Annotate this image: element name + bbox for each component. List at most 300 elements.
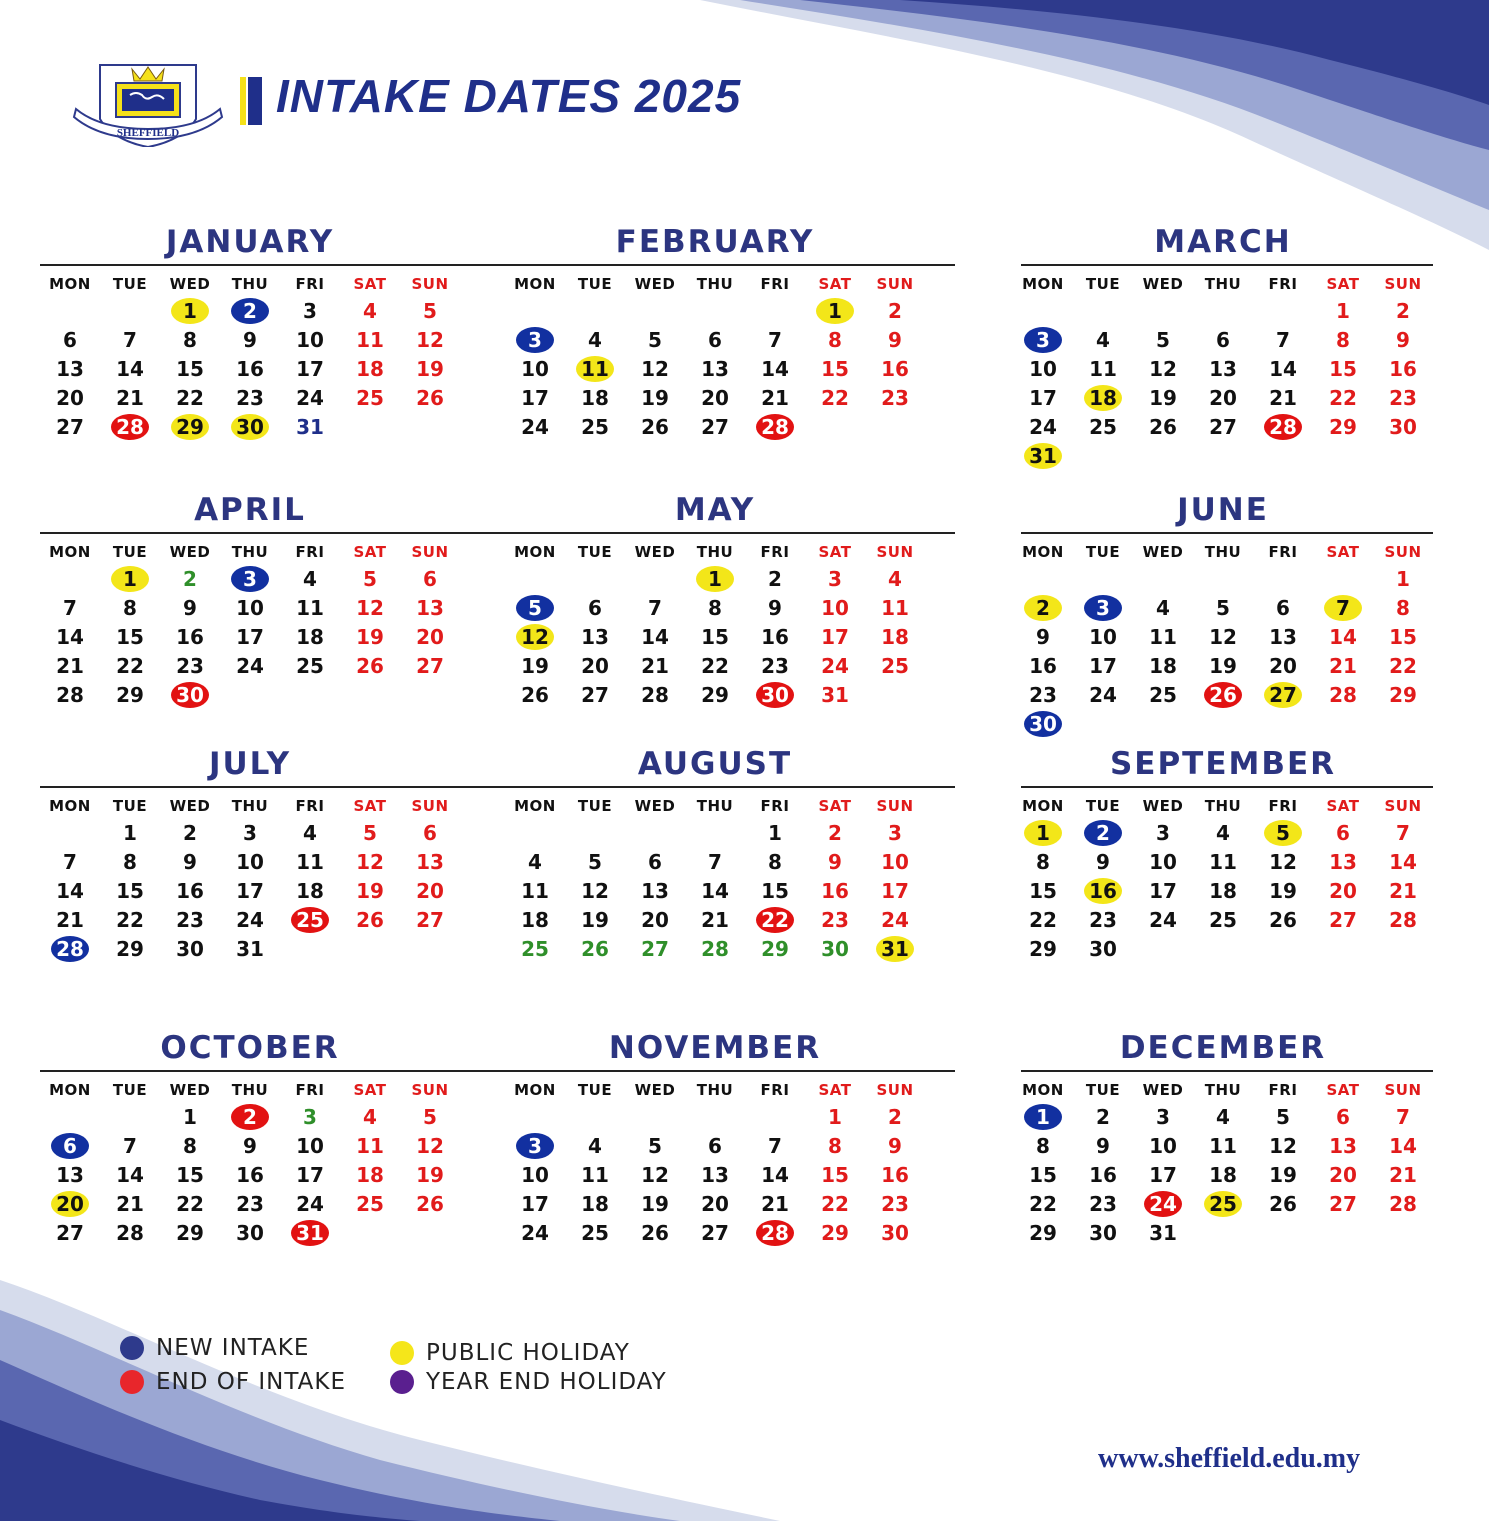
day-cell — [805, 1131, 865, 1160]
day-cell — [220, 876, 280, 905]
weekday-header: TUE — [577, 797, 613, 815]
day-cell — [1253, 1189, 1313, 1218]
weekday-header: SAT — [1326, 1081, 1360, 1099]
day-cell — [745, 1131, 805, 1160]
day-number-eoi: 25 — [291, 907, 329, 933]
day-number-ph: 31 — [1024, 443, 1062, 469]
day-number-ni: 2 — [1084, 820, 1122, 846]
day-cell — [100, 905, 160, 934]
day-number: 14 — [761, 356, 789, 381]
day-number-ni: 3 — [231, 566, 269, 592]
legend-label: END OF INTAKE — [156, 1369, 347, 1395]
empty-day-cell — [1193, 564, 1253, 593]
month-grid — [1013, 1078, 1433, 1247]
weekday-header: MON — [49, 1081, 91, 1099]
day-cell — [280, 325, 340, 354]
day-number-ph: 2 — [1024, 595, 1062, 621]
day-cell — [400, 622, 460, 651]
day-cell — [160, 1189, 220, 1218]
day-cell — [280, 905, 340, 934]
day-number: 21 — [56, 907, 84, 932]
day-cell — [625, 1160, 685, 1189]
day-number: 22 — [116, 907, 144, 932]
day-number: 14 — [1329, 624, 1357, 649]
day-cell — [1013, 818, 1073, 847]
day-cell — [1073, 412, 1133, 441]
day-cell — [805, 1102, 865, 1131]
day-cell — [1373, 325, 1433, 354]
day-cell — [805, 296, 865, 325]
day-cell — [565, 383, 625, 412]
day-cell — [565, 651, 625, 680]
day-number: 7 — [648, 595, 662, 620]
website-link[interactable]: www.sheffield.edu.my — [1098, 1443, 1361, 1474]
day-number: 9 — [768, 595, 782, 620]
day-number: 2 — [183, 820, 197, 845]
day-number: 27 — [701, 414, 729, 439]
day-number: 26 — [356, 653, 384, 678]
day-number: 27 — [1329, 1191, 1357, 1216]
weekday-header: SAT — [1326, 543, 1360, 561]
day-cell — [100, 818, 160, 847]
day-cell — [745, 905, 805, 934]
day-cell — [220, 296, 280, 325]
day-number-ph: 1 — [1024, 820, 1062, 846]
day-cell — [40, 1160, 100, 1189]
day-number: 19 — [1149, 385, 1177, 410]
day-number: 14 — [641, 624, 669, 649]
weekday-header: SUN — [411, 543, 449, 561]
day-number: 7 — [768, 1133, 782, 1158]
day-cell — [1193, 680, 1253, 709]
day-cell — [865, 1160, 925, 1189]
day-number: 24 — [821, 653, 849, 678]
day-number-ph: 1 — [111, 566, 149, 592]
day-cell — [160, 383, 220, 412]
day-number: 26 — [641, 414, 669, 439]
month-october — [40, 1028, 460, 1245]
day-cell — [505, 1160, 565, 1189]
day-cell — [1013, 680, 1073, 709]
weekday-header: FRI — [1268, 543, 1298, 561]
day-number: 4 — [363, 1104, 377, 1129]
day-cell — [805, 593, 865, 622]
day-number: 14 — [56, 878, 84, 903]
day-cell — [1193, 593, 1253, 622]
weekday-header: TUE — [112, 1081, 148, 1099]
day-number: 26 — [416, 385, 444, 410]
day-number: 26 — [581, 936, 609, 961]
weekday-header: THU — [696, 543, 734, 561]
month-name: SEPTEMBER — [1109, 746, 1337, 782]
day-cell — [745, 651, 805, 680]
day-cell — [100, 1189, 160, 1218]
empty-day-cell — [1253, 564, 1313, 593]
day-number: 27 — [416, 653, 444, 678]
day-number: 13 — [416, 595, 444, 620]
day-cell — [340, 354, 400, 383]
day-number: 20 — [581, 653, 609, 678]
day-cell — [40, 876, 100, 905]
day-number: 1 — [183, 1104, 197, 1129]
day-cell — [1013, 325, 1073, 354]
weekday-header: TUE — [1085, 797, 1121, 815]
weekday-header: TUE — [1085, 275, 1121, 293]
day-cell — [1193, 876, 1253, 905]
weekday-header: TUE — [112, 797, 148, 815]
day-number: 11 — [356, 327, 384, 352]
day-number: 18 — [296, 878, 324, 903]
day-cell — [805, 847, 865, 876]
day-number: 24 — [236, 653, 264, 678]
day-cell — [505, 1218, 565, 1247]
day-number: 6 — [708, 327, 722, 352]
day-number-ph: 25 — [1204, 1191, 1242, 1217]
day-cell — [1073, 383, 1133, 412]
day-number: 30 — [176, 936, 204, 961]
day-cell — [625, 622, 685, 651]
empty-day-cell — [40, 818, 100, 847]
day-number: 4 — [1096, 327, 1110, 352]
weekday-header: THU — [231, 797, 269, 815]
day-cell — [565, 325, 625, 354]
empty-day-cell — [745, 296, 805, 325]
day-cell — [340, 818, 400, 847]
weekday-header: THU — [231, 1081, 269, 1099]
day-number: 17 — [521, 1191, 549, 1216]
day-number: 22 — [701, 653, 729, 678]
day-cell — [745, 383, 805, 412]
day-number-ni: 6 — [51, 1133, 89, 1159]
day-number: 8 — [708, 595, 722, 620]
day-number: 30 — [881, 1220, 909, 1245]
day-cell — [865, 934, 925, 963]
day-number: 12 — [416, 1133, 444, 1158]
day-cell — [565, 847, 625, 876]
day-cell — [565, 1131, 625, 1160]
day-cell — [160, 325, 220, 354]
month-april — [40, 490, 460, 707]
day-cell — [685, 876, 745, 905]
day-number: 10 — [821, 595, 849, 620]
day-number: 23 — [821, 907, 849, 932]
day-cell — [1133, 622, 1193, 651]
weekday-header: THU — [231, 543, 269, 561]
day-cell — [745, 412, 805, 441]
day-number: 16 — [881, 356, 909, 381]
day-cell — [805, 680, 865, 709]
weekday-header: THU — [1204, 275, 1242, 293]
day-cell — [1373, 622, 1433, 651]
day-cell — [1133, 1160, 1193, 1189]
empty-day-cell — [1253, 296, 1313, 325]
day-number: 6 — [1336, 1104, 1350, 1129]
empty-day-cell — [565, 1102, 625, 1131]
day-number: 15 — [1389, 624, 1417, 649]
year-end-holiday-dot-icon — [390, 1370, 414, 1394]
day-number: 4 — [363, 298, 377, 323]
day-cell — [565, 622, 625, 651]
day-cell — [865, 1131, 925, 1160]
day-number: 8 — [183, 327, 197, 352]
empty-day-cell — [1133, 564, 1193, 593]
day-cell — [745, 847, 805, 876]
day-number: 25 — [881, 653, 909, 678]
day-number: 29 — [1029, 936, 1057, 961]
day-cell — [400, 593, 460, 622]
day-cell — [505, 905, 565, 934]
day-number: 8 — [1036, 849, 1050, 874]
day-cell — [400, 383, 460, 412]
day-number-ni: 3 — [516, 327, 554, 353]
day-cell — [1013, 622, 1073, 651]
day-number: 23 — [881, 1191, 909, 1216]
day-number-ni: 2 — [231, 298, 269, 324]
day-number: 17 — [296, 1162, 324, 1187]
day-number: 10 — [236, 595, 264, 620]
day-number: 6 — [63, 327, 77, 352]
day-number: 18 — [1209, 878, 1237, 903]
day-number: 19 — [521, 653, 549, 678]
day-number: 15 — [116, 624, 144, 649]
day-number: 24 — [521, 414, 549, 439]
day-cell — [505, 354, 565, 383]
day-cell — [1013, 876, 1073, 905]
day-cell — [160, 1218, 220, 1247]
month-name: NOVEMBER — [608, 1030, 822, 1066]
day-cell — [745, 564, 805, 593]
day-number: 25 — [581, 414, 609, 439]
day-number: 13 — [56, 356, 84, 381]
day-number: 16 — [821, 878, 849, 903]
day-number: 24 — [1149, 907, 1177, 932]
day-number: 4 — [1216, 1104, 1230, 1129]
empty-day-cell — [625, 1102, 685, 1131]
day-cell — [400, 651, 460, 680]
day-number: 1 — [123, 820, 137, 845]
weekday-header: FRI — [1268, 275, 1298, 293]
day-cell — [100, 593, 160, 622]
day-cell — [160, 847, 220, 876]
weekday-header: WED — [1142, 797, 1184, 815]
day-number: 9 — [183, 849, 197, 874]
empty-day-cell — [40, 564, 100, 593]
day-cell — [1253, 383, 1313, 412]
day-cell — [805, 325, 865, 354]
day-cell — [220, 1102, 280, 1131]
day-cell — [40, 383, 100, 412]
weekday-header: SUN — [1384, 275, 1422, 293]
day-number-eoi: 26 — [1204, 682, 1242, 708]
day-number: 8 — [123, 595, 137, 620]
day-number: 24 — [881, 907, 909, 932]
day-cell — [1013, 412, 1073, 441]
day-cell — [160, 818, 220, 847]
empty-day-cell — [505, 818, 565, 847]
day-cell — [745, 876, 805, 905]
day-cell — [685, 564, 745, 593]
day-cell — [160, 1131, 220, 1160]
day-number: 25 — [296, 653, 324, 678]
legend-item-year-end-holiday — [390, 1369, 667, 1395]
day-cell — [1313, 325, 1373, 354]
day-cell — [505, 847, 565, 876]
weekday-header: MON — [49, 275, 91, 293]
day-cell — [625, 1131, 685, 1160]
day-number: 15 — [1029, 878, 1057, 903]
day-number: 14 — [116, 1162, 144, 1187]
day-cell — [865, 1189, 925, 1218]
weekday-header: MON — [514, 543, 556, 561]
day-number: 16 — [1389, 356, 1417, 381]
day-number-ph: 18 — [1084, 385, 1122, 411]
day-cell — [40, 680, 100, 709]
day-number: 17 — [1089, 653, 1117, 678]
day-number-ni: 1 — [1024, 1104, 1062, 1130]
day-cell — [1313, 1102, 1373, 1131]
empty-day-cell — [625, 818, 685, 847]
day-cell — [340, 905, 400, 934]
legend-label: PUBLIC HOLIDAY — [426, 1340, 630, 1366]
day-number-eoi: 28 — [111, 414, 149, 440]
day-number: 17 — [881, 878, 909, 903]
day-cell — [1073, 680, 1133, 709]
weekday-header: TUE — [1085, 543, 1121, 561]
day-cell — [1253, 593, 1313, 622]
day-number: 25 — [581, 1220, 609, 1245]
day-cell — [280, 296, 340, 325]
month-june — [1013, 490, 1433, 736]
day-number: 22 — [1329, 385, 1357, 410]
day-number: 25 — [1089, 414, 1117, 439]
day-cell — [160, 296, 220, 325]
day-number: 19 — [356, 624, 384, 649]
day-number: 31 — [1149, 1220, 1177, 1245]
day-number: 28 — [116, 1220, 144, 1245]
day-number: 16 — [176, 624, 204, 649]
day-cell — [280, 876, 340, 905]
day-number: 26 — [1269, 907, 1297, 932]
day-number: 4 — [888, 566, 902, 591]
day-number: 17 — [521, 385, 549, 410]
weekday-header: WED — [1142, 543, 1184, 561]
day-number-eoi: 24 — [1144, 1191, 1182, 1217]
day-number: 26 — [1269, 1191, 1297, 1216]
month-grid — [1013, 794, 1433, 963]
day-number: 21 — [701, 907, 729, 932]
day-cell — [220, 651, 280, 680]
day-number: 10 — [236, 849, 264, 874]
day-number: 19 — [1269, 1162, 1297, 1187]
day-cell — [340, 296, 400, 325]
day-number: 14 — [1269, 356, 1297, 381]
weekday-header: SUN — [411, 275, 449, 293]
day-cell — [1133, 1131, 1193, 1160]
day-number-ni: 28 — [51, 936, 89, 962]
day-cell — [160, 934, 220, 963]
day-cell — [100, 622, 160, 651]
day-number: 21 — [1329, 653, 1357, 678]
weekday-header: SAT — [818, 275, 852, 293]
day-number: 9 — [1036, 624, 1050, 649]
day-number: 18 — [1149, 653, 1177, 678]
day-cell — [805, 905, 865, 934]
day-number: 10 — [296, 1133, 324, 1158]
day-cell — [745, 1160, 805, 1189]
weekday-header: WED — [634, 275, 676, 293]
day-number: 24 — [296, 1191, 324, 1216]
day-cell — [1133, 905, 1193, 934]
day-number: 2 — [1096, 1104, 1110, 1129]
day-cell — [1073, 934, 1133, 963]
day-cell — [1373, 296, 1433, 325]
day-cell — [685, 412, 745, 441]
day-cell — [340, 622, 400, 651]
day-cell — [1253, 680, 1313, 709]
empty-day-cell — [1013, 296, 1073, 325]
weekday-header: TUE — [112, 543, 148, 561]
day-number: 5 — [423, 298, 437, 323]
day-number: 4 — [588, 327, 602, 352]
day-number: 11 — [1209, 849, 1237, 874]
day-number: 18 — [356, 356, 384, 381]
weekday-header: SUN — [876, 275, 914, 293]
day-cell — [1253, 876, 1313, 905]
day-cell — [340, 325, 400, 354]
day-number: 6 — [708, 1133, 722, 1158]
day-number: 26 — [416, 1191, 444, 1216]
day-cell — [1073, 1131, 1133, 1160]
weekday-header: SUN — [876, 543, 914, 561]
day-cell — [280, 622, 340, 651]
day-number: 22 — [821, 1191, 849, 1216]
day-number: 13 — [1329, 849, 1357, 874]
day-cell — [220, 1160, 280, 1189]
day-cell — [340, 847, 400, 876]
day-number: 13 — [581, 624, 609, 649]
day-cell — [400, 1160, 460, 1189]
day-cell — [685, 905, 745, 934]
day-cell — [280, 593, 340, 622]
day-number: 15 — [1029, 1162, 1057, 1187]
day-number: 3 — [303, 1104, 317, 1129]
day-cell — [340, 1160, 400, 1189]
day-cell — [745, 325, 805, 354]
weekday-header: SAT — [818, 1081, 852, 1099]
month-grid — [40, 1078, 460, 1247]
weekday-header: FRI — [760, 543, 790, 561]
day-number: 28 — [1389, 907, 1417, 932]
day-cell — [220, 1131, 280, 1160]
weekday-header: TUE — [577, 275, 613, 293]
weekday-header: MON — [1022, 543, 1064, 561]
day-cell — [1373, 1189, 1433, 1218]
day-cell — [40, 622, 100, 651]
day-cell — [685, 1131, 745, 1160]
weekday-header: SAT — [818, 797, 852, 815]
day-cell — [400, 354, 460, 383]
day-number: 2 — [828, 820, 842, 845]
day-cell — [685, 934, 745, 963]
day-cell — [1193, 818, 1253, 847]
day-cell — [400, 1131, 460, 1160]
empty-day-cell — [685, 296, 745, 325]
day-number: 27 — [56, 1220, 84, 1245]
sheffield-logo — [70, 59, 226, 147]
day-cell — [280, 1218, 340, 1247]
day-number: 18 — [1209, 1162, 1237, 1187]
day-number: 10 — [881, 849, 909, 874]
